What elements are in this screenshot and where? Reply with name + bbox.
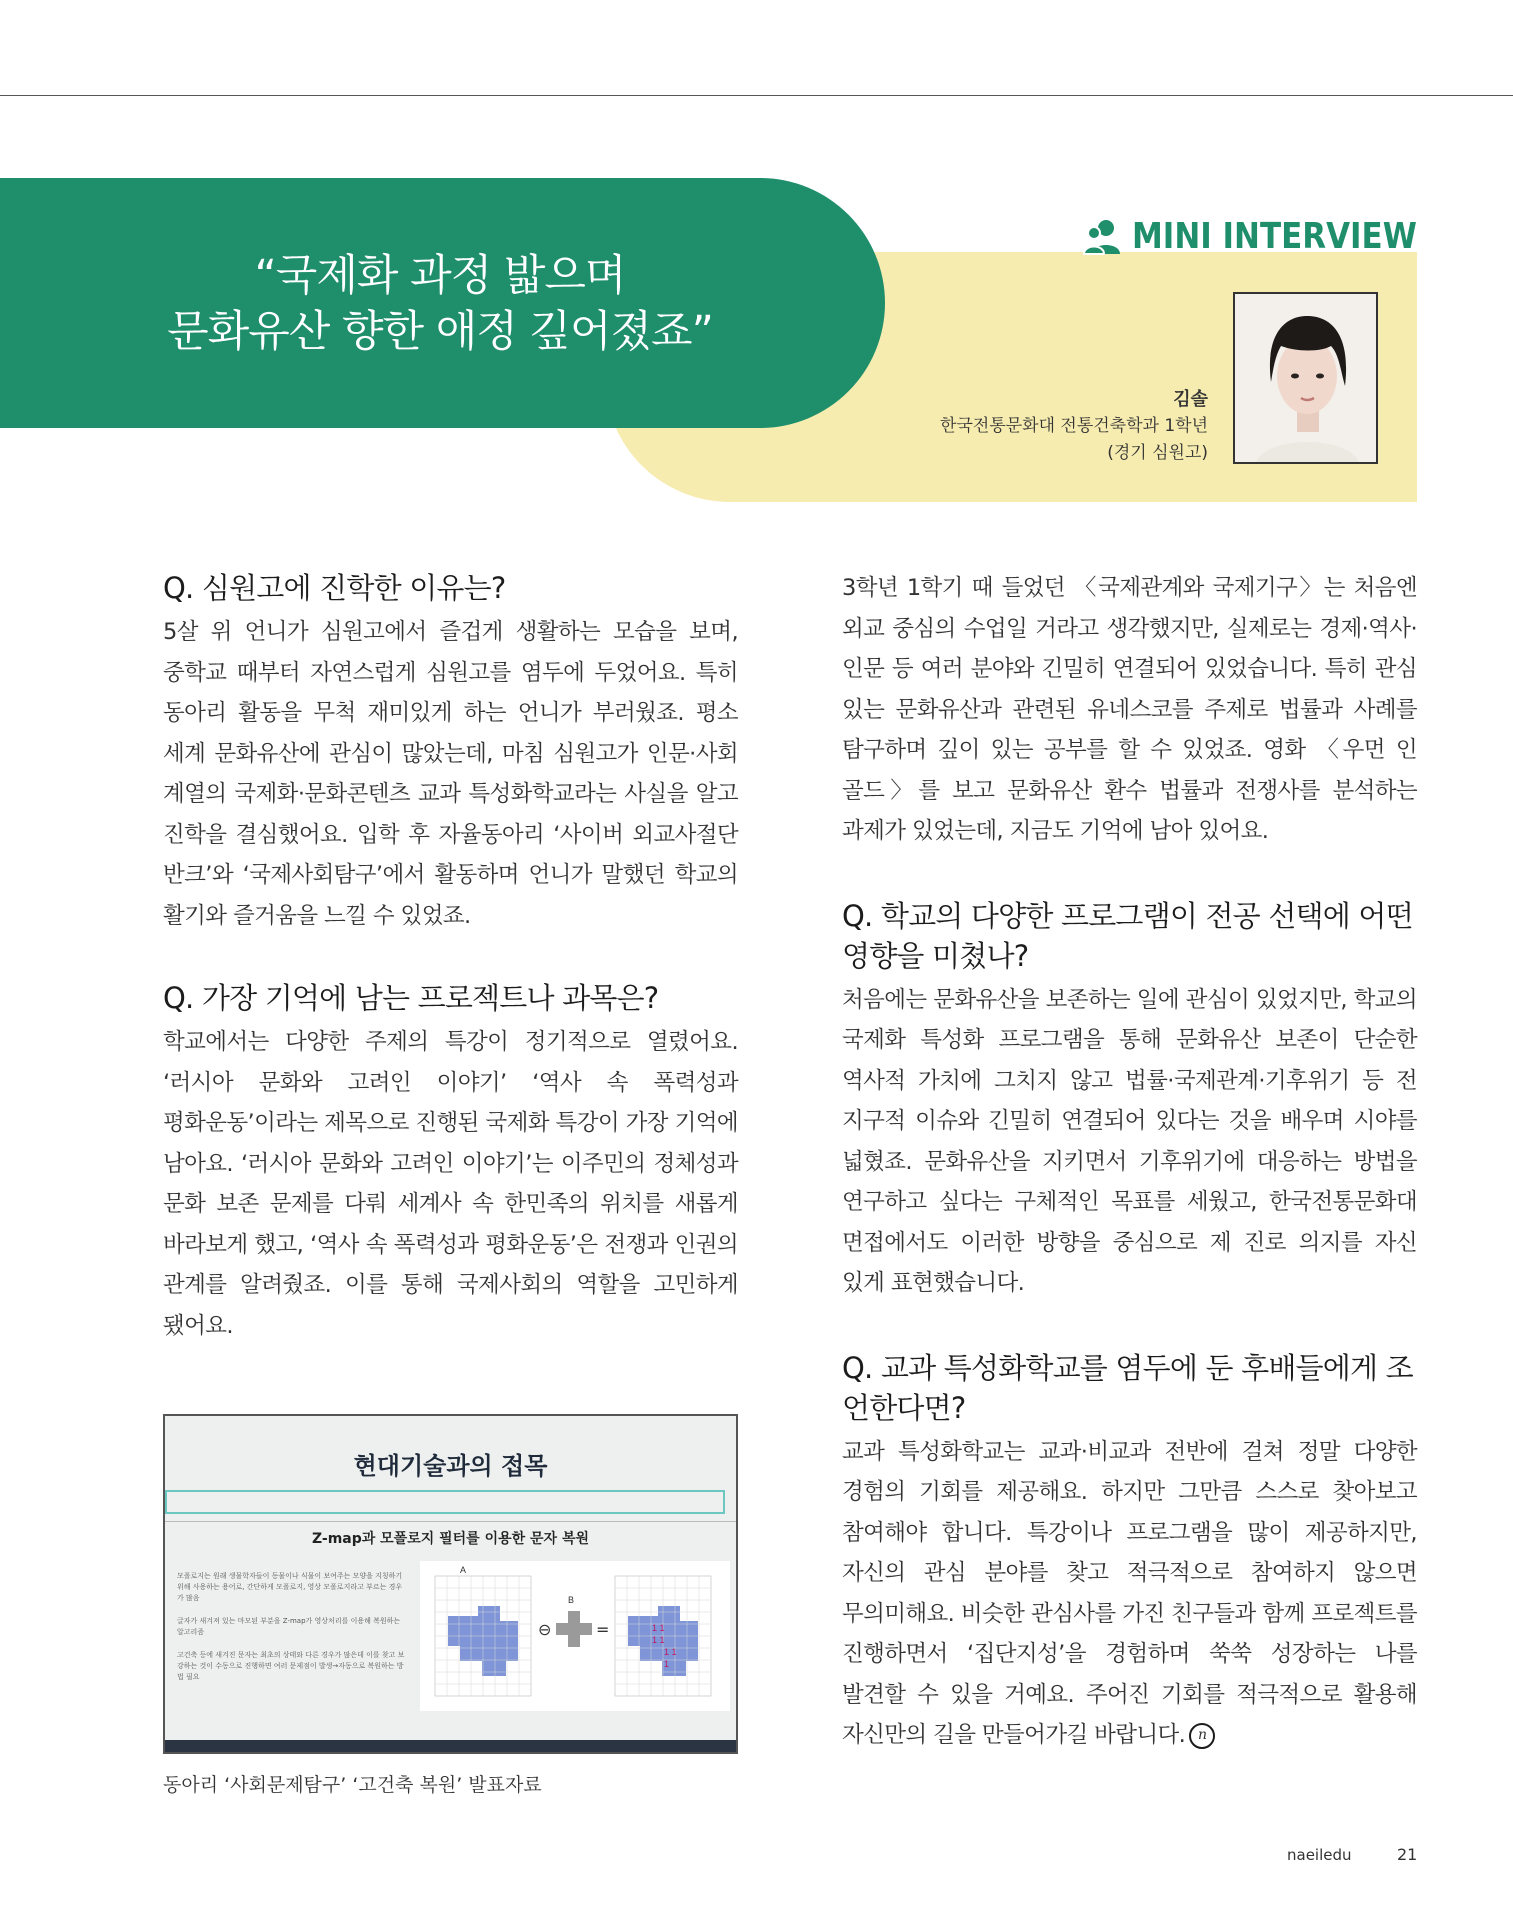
diagram-label-b: B xyxy=(568,1595,575,1605)
answer-4-text: 교과 특성화학교는 교과·비교과 전반에 걸쳐 정말 다양한 경험의 기회를 제공해요. 하지만 그만큼 스스로 찾아보고 참여해야 합니다. 특강이나 프로그램을 많이 제공하지만, 자신의 관심 분야를 찾고 적극적으로 참여하지 않으면 무의미해요. 비슷한 관심사를 가진 친구들과 함께 프로젝트를 진행하면서 ‘집단지성’을 경험하며 쑥쑥 성장하는 나를 발견할 수 있을 거예요. 주어진 기회를 적극적으로 활용해 자신만의 길을 만들어가길 바랍니다. xyxy=(842,1438,1417,1748)
image-caption: 동아리 ‘사회문제탐구’ ‘고건축 복원’ 발표자료 xyxy=(163,1774,542,1796)
svg-text:1 1: 1 1 xyxy=(652,1623,665,1633)
left-column xyxy=(163,568,738,1346)
end-mark-icon: n xyxy=(1189,1723,1215,1749)
headline xyxy=(110,248,770,360)
slide-text-block xyxy=(177,1571,407,1695)
profile-school: (경기 심원고) xyxy=(1107,443,1208,463)
equals-operator: = xyxy=(596,1620,610,1639)
portrait-illustration xyxy=(1235,294,1378,464)
question-4: Q. 교과 특성화학교를 염두에 둔 후배들에게 조언한다면? xyxy=(842,1350,1413,1425)
interview-people-icon xyxy=(1082,216,1122,256)
diagram-label-a: A xyxy=(460,1565,467,1575)
question-1: Q. 심원고에 진학한 이유는? xyxy=(163,571,506,605)
slide-highlight-box xyxy=(165,1490,725,1514)
profile-photo xyxy=(1233,292,1378,464)
headline-line-2: 문화유산 향한 애정 깊어졌죠” xyxy=(167,307,713,357)
slide-title: 현대기술과의 접목 xyxy=(353,1452,548,1480)
profile-info xyxy=(940,386,1208,467)
slide-paragraph-1: 모폴로지는 원래 생물학자들이 동물이나 식물이 보여주는 모양을 지칭하기 위해 사용하는 용어로, 간단하게 모폴로지, 영상 모폴로지라고 부르는 경우가 많음 xyxy=(177,1572,403,1602)
section-label-text: MINI INTERVIEW xyxy=(1132,215,1417,257)
right-column xyxy=(842,568,1417,1756)
svg-text:1 1: 1 1 xyxy=(664,1647,677,1657)
answer-2: 학교에서는 다양한 주제의 특강이 정기적으로 열렸어요. ‘러시아 문화와 고려인 이야기’ ‘역사 속 폭력성과 평화운동’이라는 제목으로 진행된 국제화 특강이 가장 기억에 남아요. ‘러시아 문화와 고려인 이야기’는 이주민의 정체성과 문화 보존 문제를 다뤄 세계사 속 한민족의 위치를 새롭게 바라보게 했고, ‘역사 속 폭력성과 평화운동’은 전쟁과 인권의 관계를 알려줬죠. 이를 통해 국제사회의 역할을 고민하게 됐어요. xyxy=(163,1029,738,1339)
presentation-slide-image xyxy=(163,1414,738,1754)
question-2: Q. 가장 기억에 남는 프로젝트나 과목은? xyxy=(163,981,659,1015)
headline-line-1: “국제화 과정 밟으며 xyxy=(254,251,626,301)
minus-operator: ⊖ xyxy=(538,1620,552,1639)
question-3: Q. 학교의 다양한 프로그램이 전공 선택에 어떤 영향을 미쳤나? xyxy=(842,898,1413,973)
answer-3: 처음에는 문화유산을 보존하는 일에 관심이 있었지만, 학교의 국제화 특성화 프로그램을 통해 문화유산 보존이 단순한 역사적 가치에 그치지 않고 법률·국제관계·기후위기 등 전 지구적 이슈와 긴밀히 연결되어 있다는 것을 배우며 시야를 넓혔죠. 문화유산을 지키면서 기후위기에 대응하는 방법을 연구하고 싶다는 구체적인 목표를 세웠고, 한국전통문화대 면접에서도 이러한 방향을 중심으로 제 진로 의지를 자신 있게 표현했습니다. xyxy=(842,986,1417,1296)
slide-subtitle: Z-map과 모폴로지 필터를 이용한 문자 복원 xyxy=(311,1531,589,1547)
top-rule xyxy=(0,95,1513,96)
section-label xyxy=(1082,212,1463,260)
page-number: 21 xyxy=(1397,1845,1418,1864)
morphology-diagram xyxy=(420,1561,730,1711)
answer-2-continued: 3학년 1학기 때 들었던 〈국제관계와 국제기구〉는 처음엔 외교 중심의 수업일 거라고 생각했지만, 실제로는 경제·역사·인문 등 여러 분야와 긴밀히 연결되어 있었습니다. 특히 관심 있는 문화유산과 관련된 유네스코를 주제로 법률과 사례를 탐구하며 깊이 있는 공부를 할 수 있었죠. 영화 〈우먼 인 골드〉를 보고 문화유산 환수 법률과 전쟁사를 분석하는 과제가 있었는데, 지금도 기억에 남아 있어요. xyxy=(842,575,1417,844)
svg-text:1 1: 1 1 xyxy=(652,1635,665,1645)
profile-name: 김솔 xyxy=(1173,389,1208,410)
footer-site: naeiledu xyxy=(1287,1846,1352,1864)
profile-affiliation: 한국전통문화대 전통건축학과 1학년 xyxy=(940,416,1208,436)
slide-paragraph-2: 글자가 새겨져 있는 마모된 부분을 Z-map가 영상처리를 이용해 복원하는 알고리즘 xyxy=(177,1617,401,1636)
slide-paragraph-3: 고건축 등에 새겨진 문자는 최초의 상태와 다른 경우가 많은데 이를 찾고 보강하는 것이 수동으로 진행하면 여러 문제점이 발생→자동으로 복원하는 방법 필요 xyxy=(177,1651,405,1681)
svg-text:1: 1 xyxy=(664,1659,670,1669)
answer-4 xyxy=(842,1432,1417,1756)
answer-1: 5살 위 언니가 심원고에서 즐겁게 생활하는 모습을 보며, 중학교 때부터 자연스럽게 심원고를 염두에 두었어요. 특히 동아리 활동을 무척 재미있게 하는 언니가 부러웠죠. 평소 세계 문화유산에 관심이 많았는데, 마침 심원고가 인문·사회 계열의 국제화·문화콘텐츠 교과 특성화학교라는 사실을 알고 진학을 결심했어요. 입학 후 자율동아리 ‘사이버 외교사절단 반크’와 ‘국제사회탐구’에서 활동하며 언니가 말했던 학교의 활기와 즐거움을 느낄 수 있었죠. xyxy=(163,619,738,929)
